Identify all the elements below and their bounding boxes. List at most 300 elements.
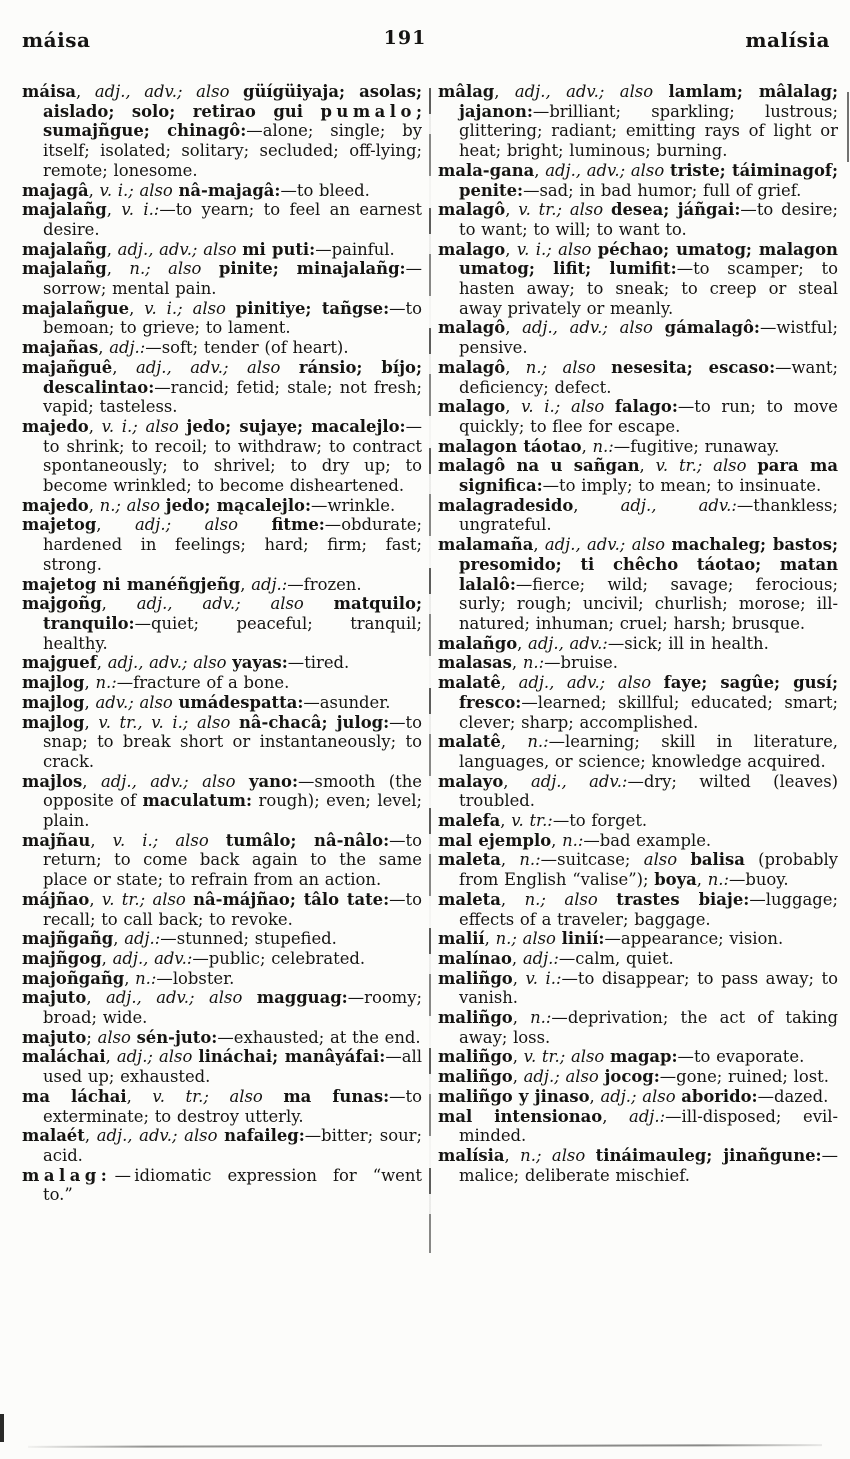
entry-segment: n.:: [592, 436, 614, 456]
entry-segment: magap:: [609, 1047, 678, 1067]
entry-segment: also: [192, 298, 226, 318]
dictionary-entry: [438, 456, 838, 495]
entry-segment: —fugitive; runaway.: [613, 436, 780, 456]
entry-segment: v. tr.:: [511, 811, 553, 831]
entry-segment: jedo; sujaye; macalejlo:: [186, 416, 406, 436]
dictionary-entry: [22, 1028, 422, 1048]
entry-segment: [158, 831, 175, 850]
scan-artifact-bottom-edge: [28, 1444, 822, 1448]
entry-segment: ;: [86, 1027, 98, 1047]
entry-segment: —to bemoan; to grieve; to lament.: [43, 298, 422, 338]
dictionary-entry: [438, 811, 838, 831]
entry-segment: [547, 358, 562, 377]
entry-segment: —to forget.: [552, 811, 648, 831]
entry-segment: majañguê: [22, 357, 113, 377]
entry-segment: ,: [88, 495, 100, 515]
entry-segment: also: [152, 889, 186, 909]
entry-segment: malefa: [438, 811, 501, 831]
entry-segment: majlog: [22, 712, 85, 732]
dictionary-entry: [438, 850, 838, 889]
entry-segment: ,: [105, 1047, 117, 1067]
entry-segment: maleta: [438, 889, 501, 909]
entry-segment: adj., adv.;: [518, 673, 606, 693]
entry-segment: —want; deficiency; defect.: [459, 357, 838, 397]
dictionary-entry: [438, 890, 838, 929]
entry-segment: mi puti:: [242, 239, 316, 259]
entry-segment: n.:: [522, 653, 545, 673]
entry-segment: ,: [124, 968, 136, 988]
entry-segment: ,: [113, 929, 125, 949]
entry-segment: —to yearn; to feel an earnest desire.: [43, 200, 422, 239]
entry-segment: —to bleed.: [280, 180, 370, 200]
entry-segment: adj.;: [135, 515, 172, 535]
entry-segment: [209, 1087, 230, 1106]
entry-segment: nâ-chacâ; julog:: [238, 712, 390, 732]
entry-segment: ,: [573, 495, 621, 515]
entry-segment: ,: [512, 1008, 531, 1028]
entry-segment: —sad; in bad humor; full of grief.: [523, 180, 802, 200]
entry-segment: ,: [84, 673, 96, 693]
entry-segment: [604, 397, 615, 416]
entry-segment: nâ-májñao; tâlo tate:: [193, 889, 390, 909]
entry-segment: malií: [438, 929, 485, 949]
dictionary-entry: [438, 949, 838, 969]
entry-segment: [653, 318, 665, 337]
entry-segment: tumâlo; nâ-nâlo:: [225, 830, 390, 850]
entry-segment: adj., adv.;: [136, 594, 241, 614]
entry-segment: ,: [511, 653, 523, 673]
entry-segment: [280, 358, 299, 377]
dictionary-entry: [438, 358, 838, 397]
entry-segment: —alone; single; by itself; isolated; solitary; secluded; off-lying; remote; lonesome.: [43, 121, 423, 180]
entry-segment: ,: [484, 929, 496, 949]
entry-segment: v. tr.;: [518, 200, 563, 220]
entry-segment: ,: [512, 1067, 524, 1087]
entry-segment: majalañg: [22, 239, 107, 259]
entry-segment: also: [196, 82, 230, 101]
entry-segment: ,: [551, 830, 563, 850]
entry-segment: ; sumajñgue; chinagô:: [43, 101, 422, 141]
entry-segment: aborido:: [681, 1086, 758, 1106]
entry-segment: majagâ: [22, 180, 89, 200]
dictionary-entry: [438, 161, 838, 200]
entry-segment: falago:: [614, 397, 678, 417]
entry-segment: adv.;: [95, 692, 134, 712]
entry-segment: [183, 299, 193, 318]
dictionary-entry: [22, 772, 422, 831]
entry-segment: ,: [89, 889, 102, 909]
entry-segment: [235, 772, 249, 791]
entry-segment: ,: [511, 948, 523, 968]
entry-segment: [651, 673, 664, 692]
entry-segment: also: [229, 1086, 263, 1106]
entry-segment: also: [159, 1047, 193, 1067]
entry-segment: ,: [101, 948, 113, 968]
entry-segment: malagô: [438, 318, 506, 338]
entry-segment: —thankless; ungrateful.: [459, 495, 838, 535]
entry-segment: malago: [438, 239, 506, 259]
entry-segment: ,: [505, 318, 523, 338]
entry-segment: ,: [505, 397, 522, 417]
entry-segment: n.;: [495, 929, 517, 949]
entry-segment: malagô na u sañgan: [438, 456, 640, 476]
entry-segment: pinite; minajalañg:: [218, 259, 406, 279]
entry-segment: [560, 397, 571, 416]
entry-segment: balisa: [690, 850, 745, 870]
entry-segment: also: [642, 1086, 676, 1106]
entry-segment: adj.:: [124, 929, 161, 949]
entry-segment: v. tr.;: [101, 889, 146, 909]
entry-segment: [604, 82, 619, 101]
entry-segment: n.:: [707, 870, 729, 890]
entry-segment: [188, 713, 197, 732]
entry-segment: also: [570, 397, 605, 417]
entry-segment: —lobster.: [156, 968, 235, 988]
entry-segment: adj., adv.;: [96, 1126, 178, 1146]
entry-segment: also: [570, 1047, 605, 1067]
entry-segment: majuto: [22, 1027, 87, 1047]
entry-segment: ,: [84, 712, 99, 732]
entry-segment: malaét: [22, 1126, 85, 1146]
entry-segment: maculatum:: [142, 791, 253, 811]
dictionary-entry: [438, 929, 838, 949]
entry-segment: [263, 1087, 284, 1106]
dictionary-entry: [438, 496, 838, 535]
entry-segment: maliñgo: [438, 1047, 513, 1067]
scan-artifact-right-mark: [847, 92, 849, 162]
entry-segment: —bad example.: [583, 830, 712, 850]
entry-segment: adj., adv.;: [514, 82, 605, 101]
entry-segment: maliñgo: [438, 1067, 513, 1087]
entry-segment: [605, 673, 618, 692]
entry-segment: malag:: [22, 1165, 112, 1185]
entry-segment: also: [619, 318, 653, 338]
entry-segment: also: [569, 200, 604, 220]
entry-segment: malínao: [438, 948, 512, 968]
entry-segment: majedo: [22, 416, 89, 436]
entry-segment: ,: [98, 338, 110, 358]
entry-segment: majñgog: [22, 948, 102, 968]
entry-segment: majetog: [22, 515, 97, 535]
entry-segment: adj., adv.;: [544, 535, 626, 555]
entry-segment: ma láchai: [22, 1086, 127, 1106]
entry-segment: adj., adv.:: [530, 771, 628, 791]
entry-segment: para ma significa:: [459, 456, 838, 496]
entry-segment: ,: [500, 889, 525, 909]
entry-segment: —exhausted; at the end.: [217, 1027, 421, 1047]
entry-segment: —obdurate; hardened in feelings; hard; firm; fast; strong.: [43, 515, 423, 574]
dictionary-entry: [22, 653, 422, 673]
entry-segment: majetog ni manéñgjeñg: [22, 574, 241, 594]
entry-segment: adj., adv.:: [528, 633, 608, 653]
entry-segment: [546, 890, 565, 909]
entry-segment: lináchai; manâyáfai:: [198, 1047, 386, 1067]
entry-segment: boya: [654, 870, 697, 890]
entry-segment: ,: [602, 1106, 630, 1126]
entry-segment: —gone; ruined; lost.: [659, 1067, 829, 1087]
entry-segment: mal ejemplo: [438, 830, 552, 850]
entry-segment: adj., adv.;: [545, 160, 626, 180]
entry-segment: —dazed.: [757, 1086, 829, 1106]
entry-segment: also: [193, 653, 227, 673]
entry-segment: ,: [106, 239, 118, 259]
entry-segment: adj., adv.;: [107, 653, 188, 673]
entry-segment: —calm, quiet.: [558, 948, 674, 968]
entry-segment: [151, 259, 168, 278]
entry-segment: [230, 713, 239, 732]
entry-segment: also: [247, 357, 281, 377]
entry-segment: majalañg: [22, 200, 107, 220]
entry-segment: [209, 831, 226, 850]
entry-segment: ránsio; bíjo; descalintao:: [43, 357, 423, 397]
entry-segment: n.;: [524, 889, 546, 909]
entry-segment: adj., adv.;: [117, 239, 198, 259]
entry-segment: ,: [581, 436, 593, 456]
dictionary-entry: [22, 929, 422, 949]
entry-segment: ,: [240, 574, 252, 594]
entry-segment: also: [270, 594, 304, 614]
entry-segment: [585, 1146, 595, 1165]
entry-segment: ,: [589, 1086, 601, 1106]
entry-segment: —rancid; fetid; stale; not fresh; vapid; tasteless.: [43, 377, 422, 417]
entry-segment: n.:: [95, 673, 117, 693]
entry-segment: —ill-disposed; evil-minded.: [459, 1106, 839, 1146]
entry-segment: —deprivation; the act of taking away; loss.: [459, 1008, 838, 1047]
entry-segment: —malice; deliberate mischief.: [459, 1145, 838, 1185]
entry-segment: majuto: [22, 988, 87, 1008]
entry-segment: majalañg: [22, 259, 107, 279]
entry-segment: also: [204, 515, 238, 535]
entry-segment: ,: [533, 535, 545, 555]
entry-segment: majguef: [22, 653, 97, 673]
entry-segment: pumalo: [320, 101, 416, 121]
dictionary-entry: [22, 1166, 422, 1205]
entry-segment: also: [203, 239, 237, 259]
dictionary-entry: [22, 1087, 422, 1126]
entry-segment: péchao; umatog; malagon umatog; lifit; lumifit:: [459, 239, 838, 279]
entry-segment: majlos: [22, 771, 83, 791]
entry-segment: malísia: [438, 1145, 505, 1165]
entry-segment: —learning; skill in literature, languages, or science; knowledge acquired.: [459, 732, 839, 771]
entry-segment: —to disappear; to pass away; to vanish.: [459, 968, 838, 1008]
entry-segment: —smooth (the opposite of: [43, 771, 423, 811]
entry-segment: nesesita; escaso:: [611, 357, 776, 377]
entry-segment: n.:: [527, 732, 549, 752]
entry-segment: v. i.;: [144, 298, 183, 318]
dictionary-entry: [438, 1047, 838, 1067]
entry-segment: adj.:: [109, 338, 146, 358]
entry-segment: [229, 82, 243, 101]
entry-segment: n.;: [525, 357, 548, 377]
dictionary-entry: [22, 831, 422, 890]
dictionary-entry: [438, 1107, 838, 1146]
entry-segment: ,: [500, 811, 512, 831]
entry-segment: adj., adv.;: [135, 357, 229, 377]
dictionary-entry: [438, 634, 838, 654]
entry-segment: ,: [505, 357, 526, 377]
entry-segment: adj., adv.;: [106, 988, 195, 1008]
entry-segment: also: [209, 988, 243, 1008]
dictionary-entry: [22, 496, 422, 516]
entry-segment: ,: [505, 200, 519, 220]
entry-segment: majoñgañg: [22, 968, 125, 988]
entry-segment: ,: [126, 1086, 153, 1106]
entry-segment: v. i.;: [101, 416, 138, 436]
entry-segment: [195, 988, 209, 1007]
guide-word-left: máisa: [22, 28, 91, 52]
dictionary-entry: [22, 417, 422, 496]
entry-segment: also: [126, 495, 160, 515]
entry-segment: also: [562, 357, 596, 377]
entry-segment: nâ-majagâ:: [178, 180, 281, 200]
entry-segment: —asunder.: [303, 692, 391, 712]
entry-segment: malatê: [438, 673, 501, 693]
entry-segment: —to evaporate.: [677, 1047, 805, 1067]
dictionary-entry: [22, 358, 422, 417]
entry-segment: also: [175, 830, 209, 850]
entry-segment: májñao: [22, 889, 90, 909]
entry-segment: máisa: [22, 82, 77, 101]
entry-segment: ,: [504, 1145, 521, 1165]
entry-segment: v. tr.;: [655, 456, 703, 476]
entry-segment: adj., adv.;: [94, 82, 183, 101]
entry-segment: malago: [438, 397, 506, 417]
entry-segment: majedo: [22, 495, 89, 515]
entry-segment: ,: [534, 160, 546, 180]
entry-segment: —suitcase;: [540, 850, 644, 870]
entry-segment: adj., adv.:: [112, 948, 193, 968]
dictionary-entry: [22, 594, 422, 653]
entry-segment: [608, 318, 620, 337]
entry-segment: also: [643, 850, 678, 870]
entry-segment: [562, 200, 570, 219]
entry-segment: malagô: [438, 357, 506, 377]
entry-segment: ,: [90, 830, 113, 850]
entry-segment: [242, 988, 256, 1007]
entry-segment: majañas: [22, 338, 99, 358]
entry-segment: malagon táotao: [438, 436, 582, 456]
entry-segment: —fracture of a bone.: [116, 673, 290, 693]
entry-segment: mâlag: [438, 82, 495, 101]
entry-segment: —to desire; to want; to will; to want to.: [459, 200, 839, 239]
entry-segment: also: [97, 1027, 131, 1047]
dictionary-entry: [438, 437, 838, 457]
entry-segment: n.;: [99, 495, 121, 515]
entry-segment: malamaña: [438, 535, 534, 555]
entry-segment: adj., adv.:: [620, 495, 737, 515]
entry-segment: v. i.:: [525, 968, 562, 988]
entry-segment: ,: [88, 416, 102, 436]
entry-segment: malayo: [438, 771, 504, 791]
dictionary-entry: [22, 338, 422, 358]
entry-segment: — idiomatic expression for “went to.”: [43, 1165, 422, 1205]
entry-segment: —buoy.: [728, 870, 789, 890]
entry-segment: ,: [106, 200, 122, 220]
entry-segment: —to exterminate; to destroy utterly.: [43, 1086, 423, 1126]
entry-segment: triste; táiminagof; penite:: [459, 160, 839, 200]
entry-segment: ,: [84, 692, 96, 712]
entry-segment: ,: [517, 633, 529, 653]
dictionary-entry: [22, 299, 422, 338]
entry-segment: also: [713, 456, 747, 476]
entry-segment: ,: [129, 298, 145, 318]
entry-segment: [201, 259, 218, 278]
entry-segment: [598, 890, 617, 909]
dictionary-entry: [22, 82, 422, 181]
entry-segment: ,: [500, 850, 520, 870]
dictionary-entry: [22, 515, 422, 574]
entry-segment: also: [565, 1067, 599, 1087]
entry-segment: ,: [96, 515, 136, 535]
entry-segment: —wistful; pensive.: [459, 318, 839, 358]
entry-segment: adj., adv.;: [522, 318, 608, 338]
entry-segment: ,: [88, 180, 100, 200]
entry-segment: —to return; to come back again to the same place or state; to refrain from an action.: [43, 830, 422, 890]
entry-segment: ,: [101, 594, 137, 614]
entry-segment: n.;: [520, 1145, 542, 1165]
entry-segment: [238, 515, 272, 534]
entry-segment: maliñgo: [438, 1008, 513, 1028]
entry-segment: [189, 772, 203, 791]
entry-segment: maleta: [438, 850, 501, 870]
dictionary-entry: [438, 772, 838, 811]
entry-segment: —learned; skillful; educated; smart; clever; sharp; accomplished.: [459, 692, 838, 732]
dictionary-entry: [22, 240, 422, 260]
entry-segment: malatê: [438, 732, 501, 752]
entry-segment: lamlam; mâlalag; jajanon:: [459, 82, 838, 121]
entry-segment: also: [564, 889, 598, 909]
dictionary-entry: [22, 713, 422, 772]
entry-segment: —painful.: [315, 239, 395, 259]
entry-segment: v. tr., v. i.;: [98, 712, 189, 732]
entry-segment: v. tr.;: [523, 1047, 566, 1067]
guide-word-right: malísia: [745, 28, 830, 52]
dictionary-entry: [438, 831, 838, 851]
entry-segment: majgoñg: [22, 594, 102, 614]
entry-segment: sén-juto:: [136, 1027, 218, 1047]
scan-artifact-left-mark: [0, 1414, 4, 1442]
entry-segment: [677, 850, 690, 869]
entry-segment: n.:: [135, 968, 157, 988]
entry-segment: ,: [86, 988, 106, 1008]
entry-segment: —quiet; peaceful; tranquil; healthy.: [43, 613, 422, 653]
dictionary-entry: [22, 575, 422, 595]
dictionary-entry: [438, 318, 838, 357]
entry-segment: fitme:: [271, 515, 325, 535]
entry-segment: jocog:: [604, 1067, 660, 1087]
entry-segment: ,: [106, 259, 130, 279]
entry-segment: also: [551, 1145, 586, 1165]
entry-segment: also: [139, 180, 173, 200]
entry-segment: also: [630, 160, 665, 180]
entry-segment: —wrinkle.: [311, 495, 396, 515]
dictionary-entry: [438, 82, 838, 161]
entry-segment: ,: [82, 771, 102, 791]
entry-segment: —bitter; sour; acid.: [43, 1126, 422, 1165]
dictionary-entry: [438, 732, 838, 771]
entry-segment: tináimauleg; jinañgune:: [595, 1145, 822, 1165]
entry-segment: linií:: [561, 929, 605, 949]
dictionary-entry: [22, 1047, 422, 1086]
entry-segment: —sorrow; mental pain.: [43, 259, 422, 299]
entry-segment: maláchai: [22, 1047, 106, 1067]
entry-segment: majlog: [22, 692, 85, 712]
dictionary-entry: [22, 673, 422, 693]
entry-segment: rough); even; level; plain.: [43, 791, 422, 831]
entry-segment: also: [617, 673, 652, 693]
entry-segment: machaleg; bastos; presomido; ti chêcho táotao; matan lalalô:: [459, 535, 838, 594]
entry-segment: umádespatta:: [178, 692, 304, 712]
